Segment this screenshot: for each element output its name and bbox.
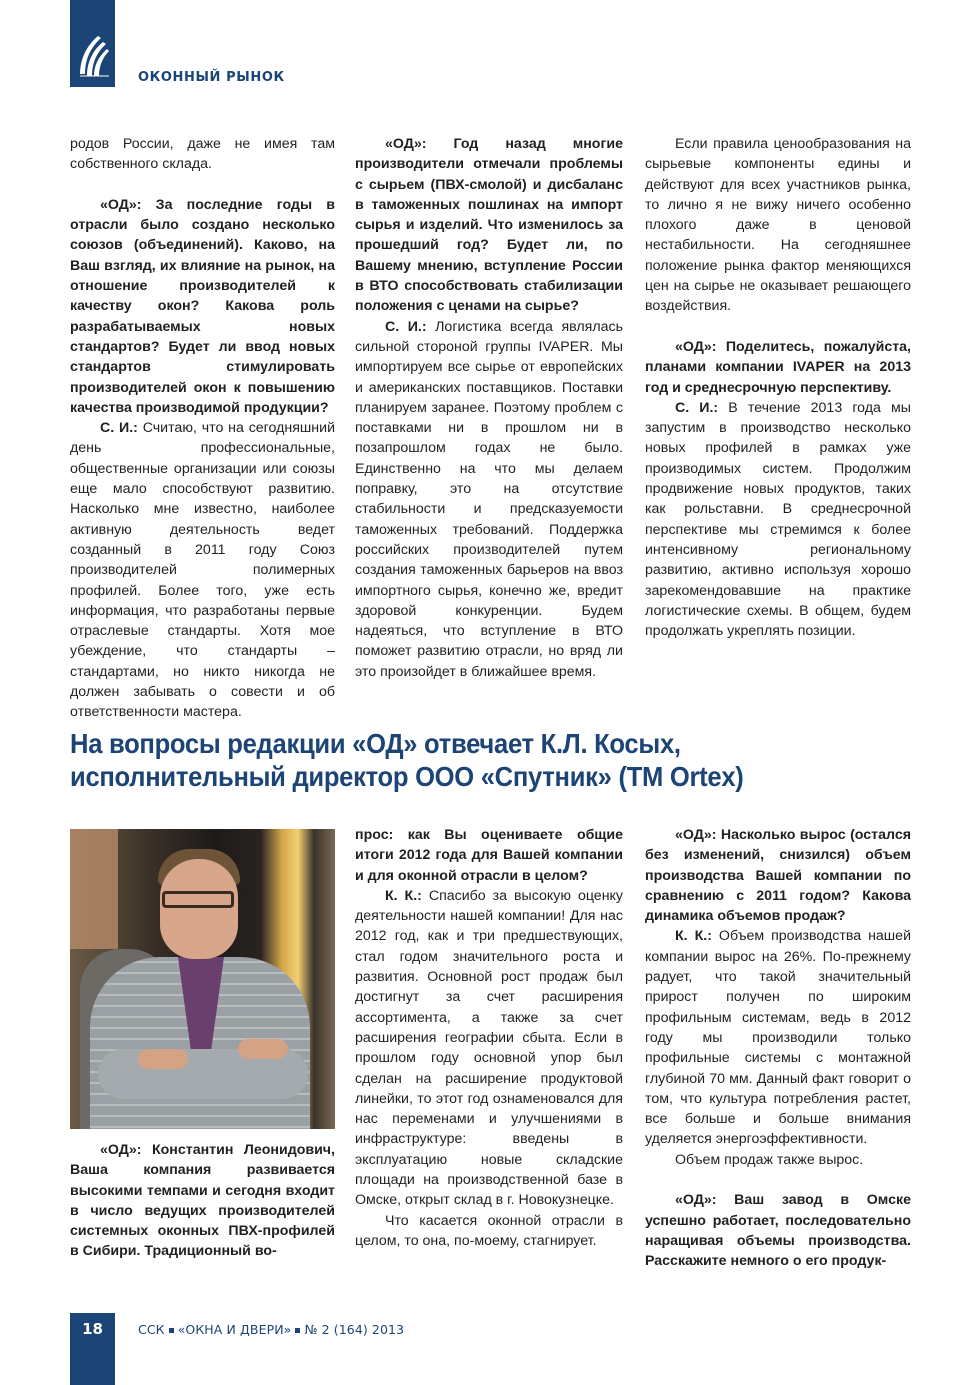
bullet-square-icon xyxy=(169,1328,174,1333)
article2-column2 xyxy=(355,825,623,1251)
answer-paragraph xyxy=(645,398,911,642)
question-text: Насколько вырос (остался без изменений, снизился) объем производства Вашей компании по сравнению с 2011 годом? Какова динамика объемов продаж? xyxy=(645,827,911,925)
answer-paragraph xyxy=(70,418,335,722)
speaker-label: С. И.: xyxy=(385,318,427,335)
portrait-photo xyxy=(70,829,335,1129)
question-text: Константин Леонидович, Ваша компания развивается высокими темпами и сегодня входит в число ведущих производителей системных оконных ПВХ-профилей в Сибири. Традиционный во- xyxy=(70,1142,335,1260)
answer-text: Объем производства нашей компании вырос на 26%. По-прежнему радует, что такой значительный прирост получен по широким профильным системам, ведь в 2012 году мы производили только профильные системы с монтажной глубиной 70 мм. Данный факт говорит о том, что культура потребления растет, все больше и больше внимания уделяется энергоэффективности. xyxy=(645,928,911,1148)
question-paragraph xyxy=(70,1140,335,1262)
speaker-label: «ОД»: xyxy=(675,827,717,843)
question-text: Ваш завод в Омске успешно работает, последовательно наращивая объемы производства. Расскажите немного о его продук- xyxy=(645,1192,911,1270)
header-logo-bar xyxy=(70,0,115,87)
paragraph: родов России, даже не имея там собственного склада. xyxy=(70,136,335,173)
bullet-square-icon xyxy=(295,1328,300,1333)
article1-column1 xyxy=(70,134,335,723)
answer-paragraph xyxy=(645,926,911,1149)
article1-column3 xyxy=(645,134,911,641)
speaker-label: «ОД»: xyxy=(100,196,142,213)
page-number: 18 xyxy=(82,1320,103,1338)
answer-text: Считаю, что на сегодняшний день профессиональные, общественные организации или союзы еще мало способствуют развитию. Насколько мне известно, наиболее активную деятельность ведет созданный в 2011 году Союз производителей полимерных профилей. Более того, уже есть информация, что разработаны первые отраслевые стандарты. Хотя мое убеждение, что стандарты – стандартами, но никто никогда не должен забывать о совести и об ответственности мастера. xyxy=(70,420,335,721)
answer-text: Спасибо за высокую оценку деятельности нашей компании! Для нас 2012 год, как и три предшествующих, стал годом значительного роста и развития. Основной рост продаж был достигнут за счет расширения ассортимента, а также за счет расширения географии сбыта. Если в прошлом году основной упор был сделан на расширение продуктовой линейки, то этот год ознаменовался для нас переменами и улучшениями в инфраструктуре: введены в эксплуатацию новые складские площади на производственной базе в Омске, открыт склад в г. Новокузнецке. xyxy=(355,887,623,1209)
speaker-label: К. К.: xyxy=(385,887,422,904)
magazine-title: «ОКНА И ДВЕРИ» xyxy=(177,1322,292,1337)
publisher: ССК xyxy=(138,1322,165,1337)
question-continuation: прос: как Вы оцениваете общие итоги 2012 года для Вашей компании и для оконной отрасли в целом? xyxy=(355,827,623,884)
question-text: За последние годы в отрасли было создано несколько союзов (объединений). Каково, на Ваш взгляд, их влияние на рынок, на отношение производителей к качеству окон? Какова роль разрабатываемых новых стандартов? Будет ли ввод новых стандартов стимулировать производителей окон к повышению качества производимой продукции? xyxy=(70,196,335,416)
question-paragraph xyxy=(645,337,911,398)
paragraph: Если правила ценообразования на сырьевые компоненты едины и действуют для всех участников рынка, то лично я не вижу ничего особенно плохого даже в ценовой нестабильности. На сегодняшнее положение рынка фактор меняющихся цен на сырье не оказывает решающего воздействия. xyxy=(645,136,911,315)
speaker-label: С. И.: xyxy=(100,420,138,437)
answer-text: Логистика всегда являлась сильной стороной группы IVAPER. Мы импортируем все сырье от европейских и американских поставщиков. Поставки планируем заранее. Поэтому проблем с поставками ни в прошлом ни в позапрошлом годах не было. Единственно на что мы делаем поправку, это на отсутствие стабильности и предсказуемости таможенных требований. Поддержка российских производителей путем создания таможенных барьеров на ввоз импортного сырья, конечно же, вредит здоровой конкуренции. Будем надеяться, что вступление в ВТО поможет развитию отрасли, но вряд ли это произойдет в ближайшее время. xyxy=(355,318,623,680)
speaker-label: «ОД»: xyxy=(675,1192,717,1209)
article-headline xyxy=(70,727,870,793)
answer-paragraph xyxy=(355,886,623,1211)
article2-column1 xyxy=(70,1140,335,1262)
question-paragraph xyxy=(70,195,335,418)
speaker-label: С. И.: xyxy=(675,399,719,416)
speaker-label: К. К.: xyxy=(675,928,712,945)
article1-column2 xyxy=(355,134,623,682)
question-paragraph xyxy=(355,134,623,317)
question-text: Поделитесь, пожалуйста, планами компании IVAPER на 2013 год и среднесрочную перспективу. xyxy=(645,338,911,396)
speaker-label: «ОД»: xyxy=(675,338,717,355)
article2-column3 xyxy=(645,825,911,1272)
speaker-label: «ОД»: xyxy=(100,1142,142,1158)
question-text: Год назад многие производители отмечали проблемы с сырьем (ПВХ-смолой) и дисбаланс в таможенных пошлинах на импорт сырья и изделий. Что изменилось за прошедший год? Будет ли, по Вашему мнению, вступление России в ВТО способствовать стабилизации положения с ценами на сырье? xyxy=(355,136,623,315)
issue-number: № 2 (164) 2013 xyxy=(304,1322,405,1337)
publication-info xyxy=(138,1322,404,1337)
magazine-logo-icon xyxy=(76,30,110,78)
answer-text: В течение 2013 года мы запустим в производство несколько новых профилей в рамках уже производимых систем. Продолжим продвижение новых продуктов, таких как рольставни. В среднесрочной перспективе мы стремимся к более интенсивному региональному развитию, активно используя хорошо зарекомендовавшие на практике логистические схемы. В общем, будем продолжать укреплять позиции. xyxy=(645,399,911,640)
headline-line-1: На вопросы редакции «ОД» отвечает К.Л. Косых, xyxy=(70,728,681,759)
question-paragraph xyxy=(645,1190,911,1271)
headline-line-2: исполнительный директор ООО «Спутник» (ТМ Ortex) xyxy=(70,761,744,792)
answer-paragraph xyxy=(355,317,623,682)
paragraph: Что касается оконной отрасли в целом, то она, по-моему, стагнирует. xyxy=(355,1212,623,1249)
question-paragraph xyxy=(645,825,911,926)
paragraph: Объем продаж также вырос. xyxy=(675,1151,864,1168)
speaker-label: «ОД»: xyxy=(385,136,427,152)
section-label: ОКОННЫЙ РЫНОК xyxy=(138,70,285,85)
